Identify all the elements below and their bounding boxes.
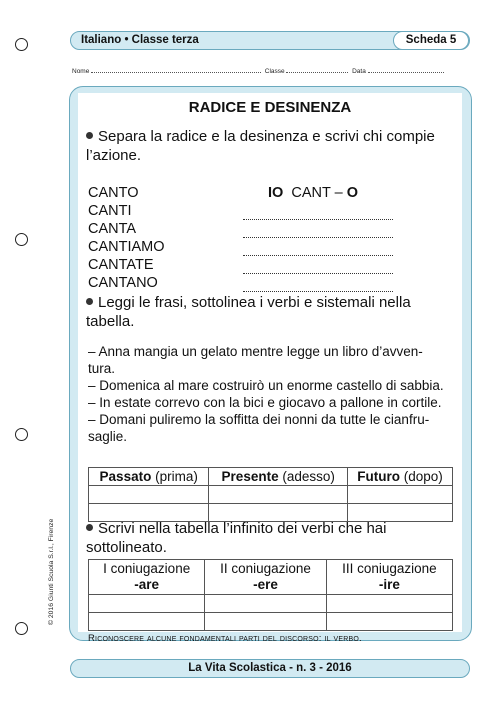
table-cell[interactable] [89,595,205,613]
name-field[interactable] [91,66,261,73]
name-label: Nome [72,68,90,75]
binder-hole [15,428,28,441]
verb-list [88,184,165,292]
bullet-icon [86,298,93,305]
table-cell[interactable] [326,595,452,613]
exercise3-instruction: Scrivi nella tabella l’infinito dei verbi che hai sottolineato. [86,520,387,556]
verb-item: CANTO [88,185,139,201]
learning-objective: Riconoscere alcune fondamentali parti del discorso: il verbo. [88,633,362,644]
table-cell[interactable] [89,613,205,631]
footer-bar: La Vita Scolastica - n. 3 - 2016 [70,659,470,678]
answer-column [243,184,393,292]
sentence-line: – Domani puliremo la soffitta dei nonni da tutte le cianfru- [88,412,430,427]
sentence-line: – Anna mangia un gelato mentre legge un libro d’avven- [88,344,423,359]
answer-line[interactable] [243,274,393,292]
table-cell[interactable] [205,613,326,631]
table-cell[interactable] [209,486,348,504]
sentences [88,343,456,445]
verb-item: CANTATE [88,257,154,273]
worksheet-title: RADICE E DESINENZA [188,99,352,116]
binder-hole [15,38,28,51]
header-future: Futuro (dopo) [348,468,453,486]
worksheet-panel [69,86,472,644]
header-first-conjugation: I coniugazione -are [89,560,205,595]
answer-line[interactable] [243,256,393,274]
date-field[interactable] [368,66,444,73]
binder-hole [15,233,28,246]
subject-label: Italiano • Classe terza [81,34,199,46]
exercise1-instruction: Separa la radice e la desinenza e scrivi chi compie l’azione. [86,128,435,164]
table-cell[interactable] [348,486,453,504]
answer-line[interactable] [243,238,393,256]
verb-item: CANTIAMO [88,239,165,255]
answer-line[interactable] [243,220,393,238]
header-present: Presente (adesso) [209,468,348,486]
binder-hole [15,622,28,635]
copyright-notice: © 2016 Giunti Scuola S.r.l., Firenze [48,518,55,625]
worksheet-body [78,93,462,644]
sentence-line: – Domenica al mare costruirò un enorme castello di sabbia. [88,378,444,393]
header-third-conjugation: III coniugazione -ire [326,560,452,595]
header-past: Passato (prima) [89,468,209,486]
answer-line[interactable] [243,202,393,220]
table-cell[interactable] [89,486,209,504]
class-label: Classe [264,68,285,75]
sentence-line: – In estate correvo con la bici e giocavo a pallone in cortile. [88,395,442,410]
sentence-line: saglie. [88,429,128,444]
sheet-label: Scheda 5 [393,31,469,50]
class-field[interactable] [286,66,348,73]
verb-item: CANTANO [88,275,158,291]
date-label: Data [352,68,366,75]
header-bar [70,31,470,50]
example-answer: IO CANT – O [268,185,359,201]
tense-table [88,467,453,522]
table-cell[interactable] [326,613,452,631]
student-fields [72,66,470,75]
verb-item: CANTI [88,203,132,219]
header-second-conjugation: II coniugazione -ere [205,560,326,595]
exercise2-instruction: Leggi le frasi, sottolinea i verbi e sistemali nella tabella. [86,294,411,330]
sentence-line: tura. [88,361,116,376]
bullet-icon [86,524,93,531]
conjugation-table [88,559,453,631]
verb-item: CANTA [88,221,137,237]
table-cell[interactable] [205,595,326,613]
bullet-icon [86,132,93,139]
